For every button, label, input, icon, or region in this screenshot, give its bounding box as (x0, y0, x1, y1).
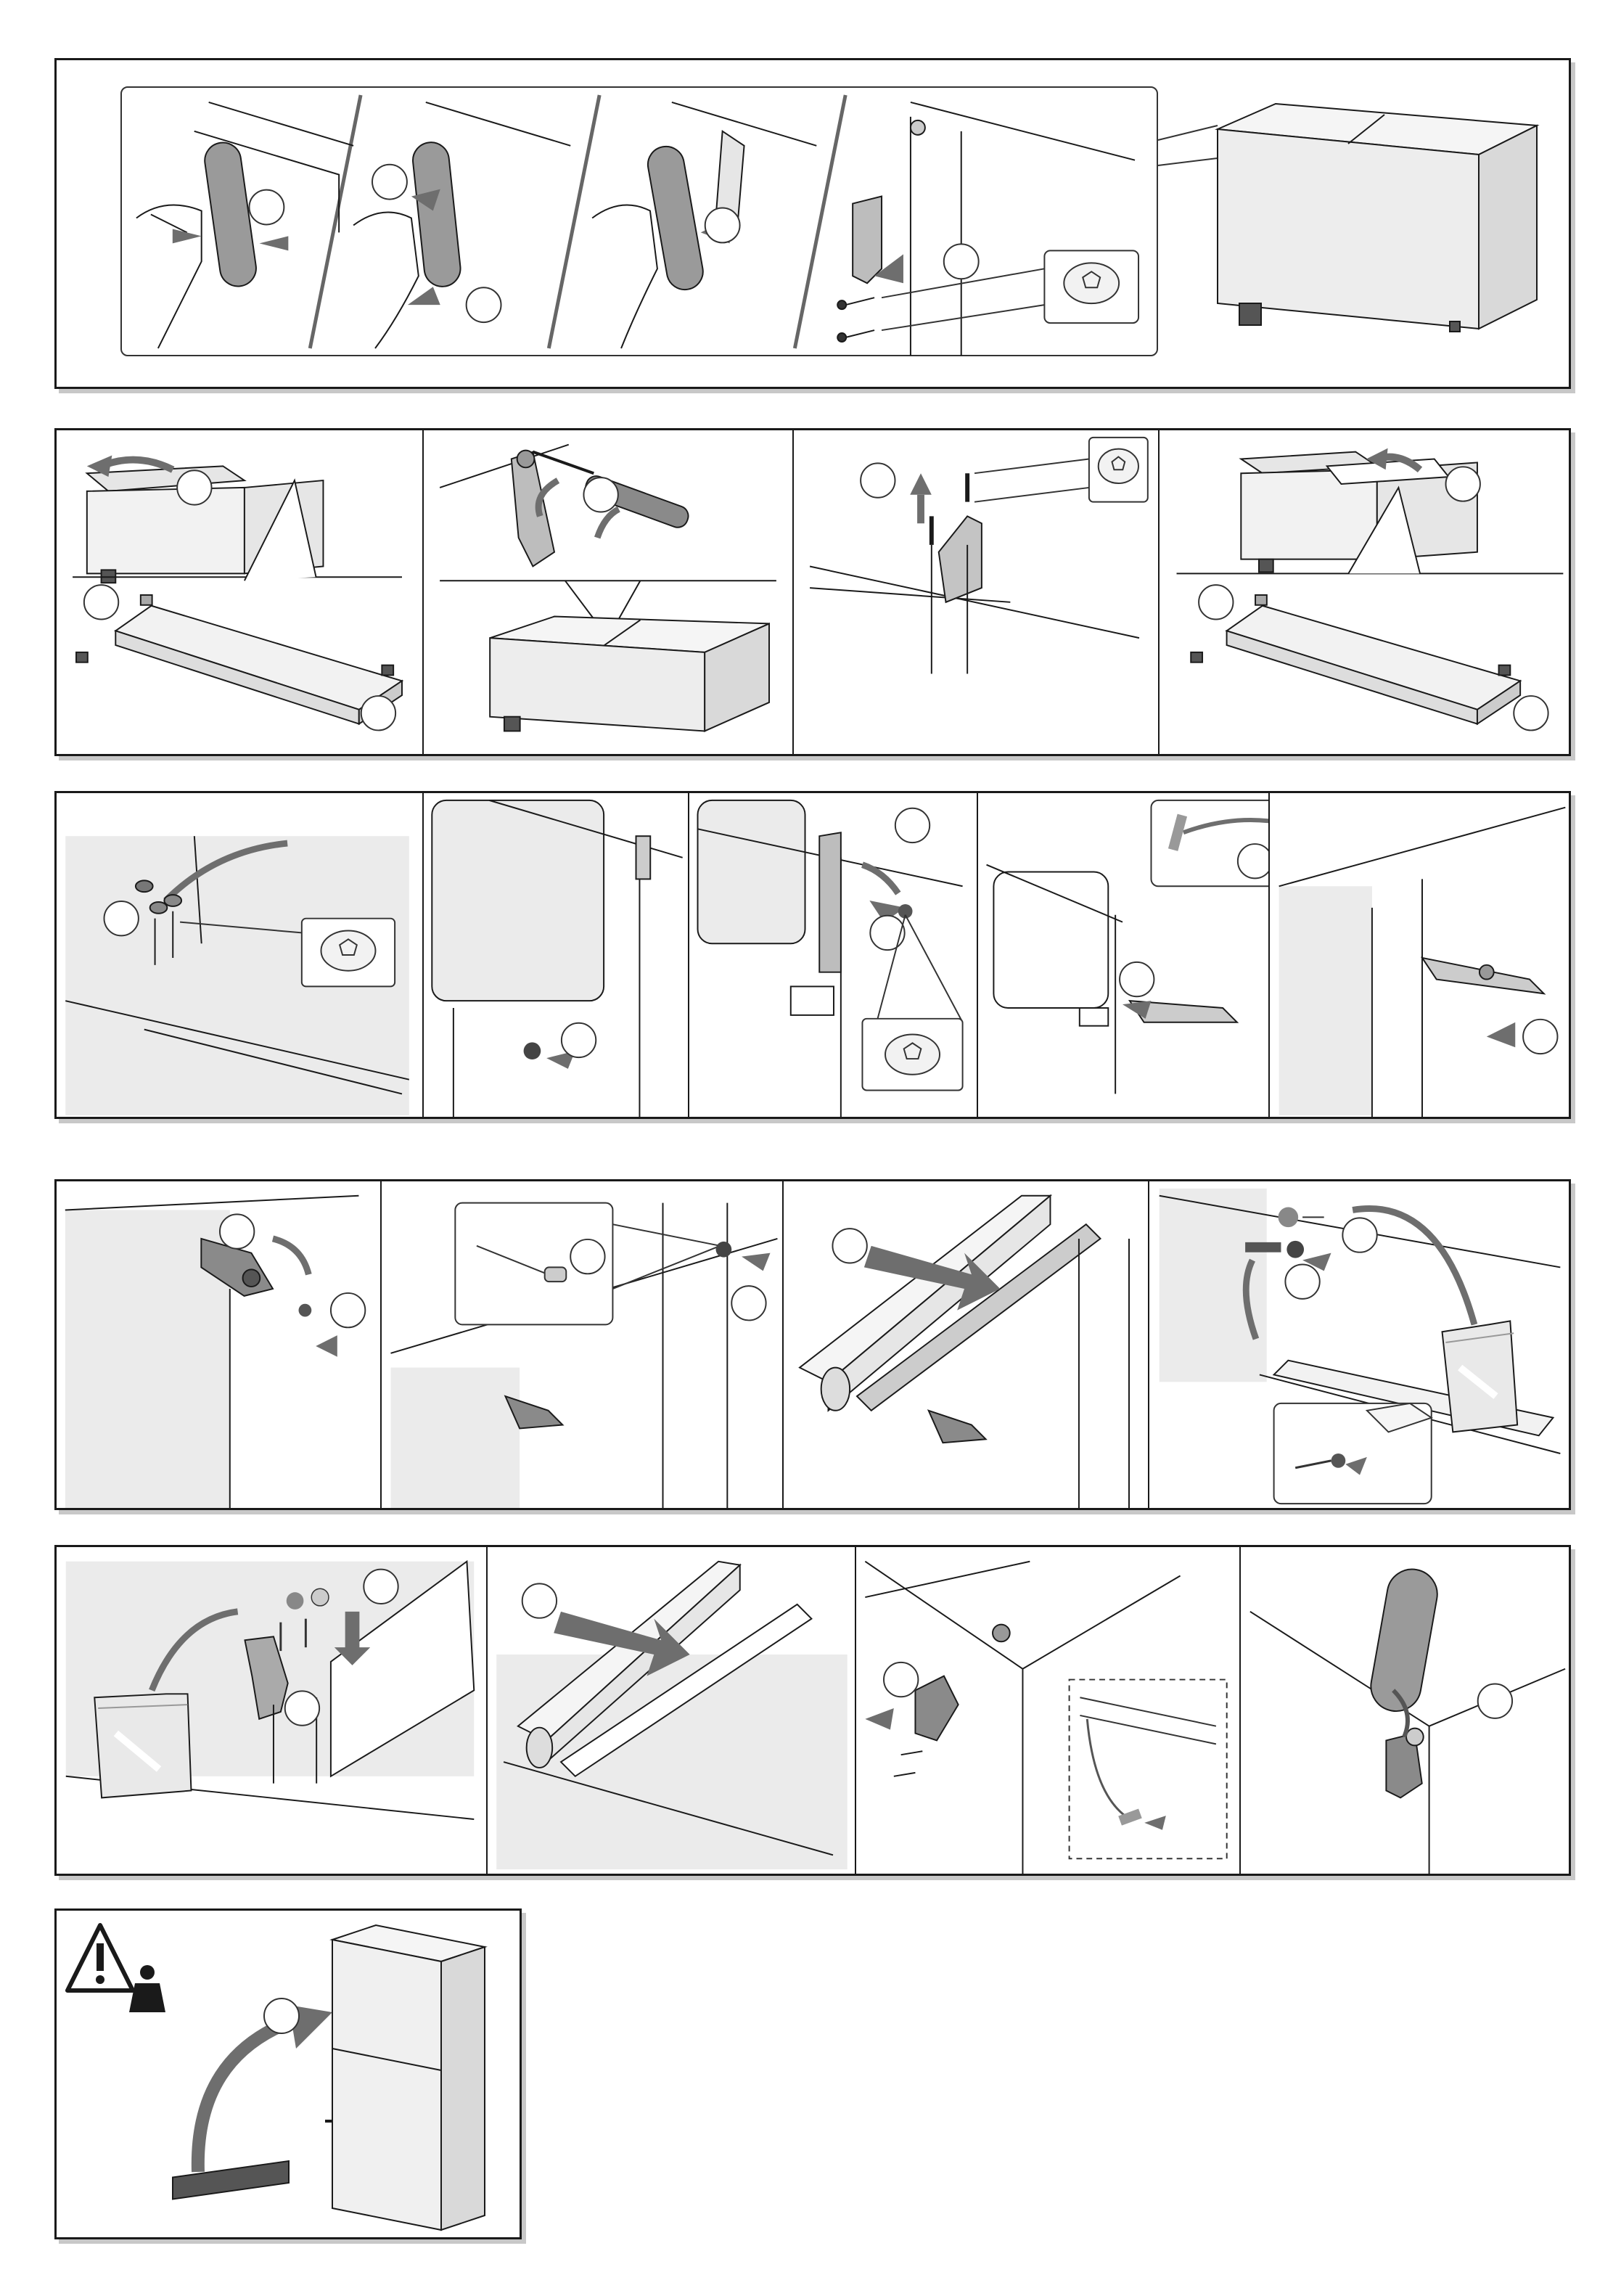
door-refit-illustration (488, 1547, 855, 1874)
step-1-hand-and-handle (136, 102, 353, 348)
step-panel-2-4 (1160, 430, 1571, 754)
step-panel-4-2 (382, 1181, 784, 1508)
hinge-transfer-illustration (57, 1547, 486, 1874)
step-panel-2-2 (424, 430, 794, 754)
pin-refit-illustration (382, 1181, 782, 1508)
step-panel-4-1 (57, 1181, 382, 1508)
hinge-bracket-illustration (689, 793, 977, 1117)
pin-removal-illustration (424, 793, 688, 1117)
cover-removal-illustration (57, 430, 422, 754)
row-4-frame (54, 1179, 1571, 1510)
step-panel-2-1 (57, 430, 424, 754)
torx-screw-head-icon (1044, 250, 1138, 323)
cover-refit-illustration (1160, 430, 1571, 754)
step-panel-3-2 (424, 793, 689, 1117)
step-panel-3-5 (1270, 793, 1571, 1117)
weight-icon (129, 1965, 165, 2012)
step-panel-3-3 (689, 793, 978, 1117)
screw-transfer-illustration (57, 793, 422, 1117)
step-panel-5-4 (1241, 1547, 1571, 1874)
step-panel-4-3 (784, 1181, 1149, 1508)
pin-swap-inset (1151, 800, 1268, 886)
torx-screw-head-icon (1089, 438, 1148, 502)
step-panel-5-1 (57, 1547, 488, 1874)
handle-removal-sequence (120, 86, 1158, 356)
step-panel-3-4 (978, 793, 1270, 1117)
step-panel-4-4 (1149, 1181, 1571, 1508)
hinge-mount-illustration (57, 1181, 380, 1508)
step-panel-5-2 (488, 1547, 856, 1874)
row-1-frame (54, 58, 1571, 389)
parts-bag-icon (94, 1694, 191, 1797)
hinge-lift-illustration (794, 430, 1158, 754)
hardware-to-bag-illustration (1149, 1181, 1571, 1508)
row-2-frame (54, 428, 1571, 756)
final-lift-illustration (57, 1911, 522, 2239)
step-2-hand-and-handle (353, 102, 570, 348)
handle-refit-illustration (1241, 1547, 1571, 1874)
step-panel-3-1 (57, 793, 424, 1117)
row-6-frame (54, 1908, 522, 2239)
door-slide-illustration (784, 1181, 1148, 1508)
bracket-insert-illustration (1270, 793, 1571, 1117)
handle-bracket-illustration (856, 1547, 1239, 1874)
step-panel-5-3 (856, 1547, 1241, 1874)
washer-detail-inset (1274, 1403, 1432, 1504)
handle-removal-illustration (122, 88, 1157, 357)
parts-bag-icon (1443, 1321, 1518, 1432)
row-3-frame (54, 791, 1571, 1119)
step-panel-2-3 (794, 430, 1160, 754)
pin-swap-illustration (978, 793, 1268, 1117)
warning-triangle-icon (67, 1925, 133, 1990)
handle-detail-inset (1070, 1680, 1227, 1859)
screwdriver-hinge-illustration (424, 430, 792, 754)
row-5-frame (54, 1545, 1571, 1876)
